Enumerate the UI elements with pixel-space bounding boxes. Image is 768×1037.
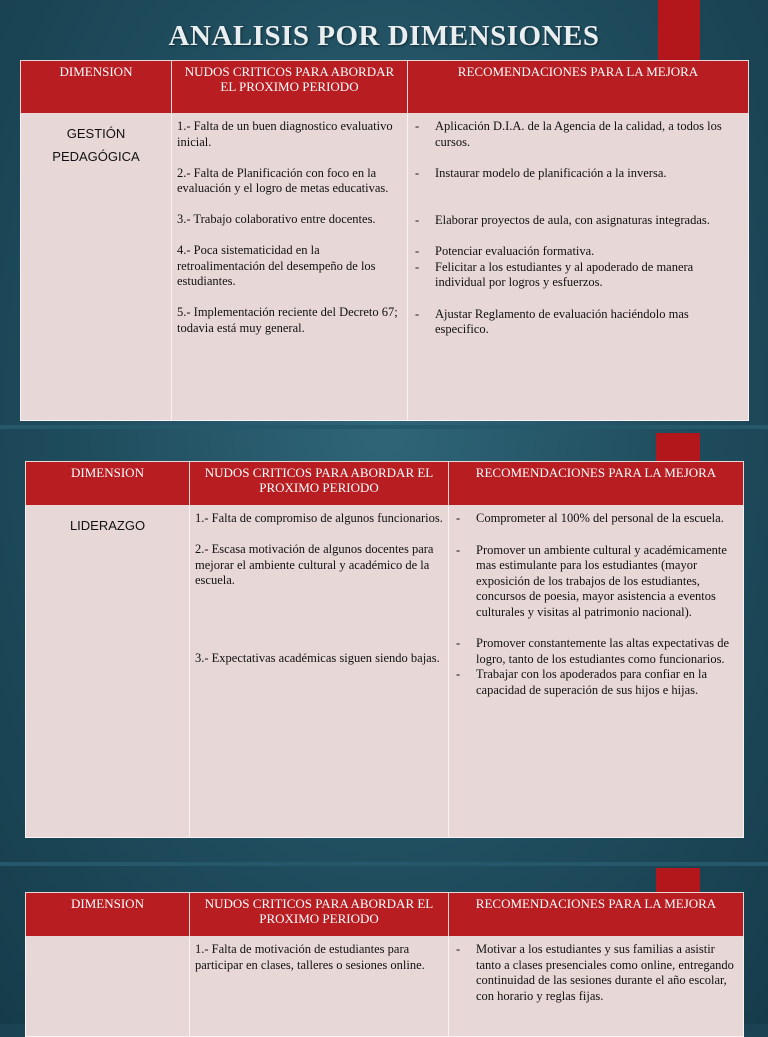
recommendation-list [454,942,738,1004]
recommendation-item: - Comprometer al 100% del personal de la escuela. [454,511,738,527]
nudo-item: 2.- Escasa motivación de algunos docentes para mejorar el ambiente cultural y académico de la escuela. [195,542,434,587]
dimension-cell [26,506,190,838]
nudo-item: 1.- Falta de un buen diagnostico evaluativo inicial. [177,119,393,149]
nudos-cell [190,506,449,838]
nudos-cell [190,937,449,1037]
dimension-label-line: LIDERAZGO [69,518,146,533]
dimension-table [25,892,744,1037]
nudo-item: 3.- Trabajo colaborativo entre docentes. [177,212,376,226]
recommendation-list [454,511,738,698]
dimension-cell [21,114,172,421]
recommendation-item: - Instaurar modelo de planificación a la inversa. [413,166,743,182]
recommendation-item: - Motivar a los estudiantes y sus familias a asistir tanto a clases presenciales como online, entregando continuidad de las sesiones durante el año escolar, con horario y reglas fijas. [454,942,738,1004]
recommendation-item: - Potenciar evaluación formativa. [413,244,743,260]
header-dimension: DIMENSION [21,61,172,114]
dimension-label-line: PEDAGÓGICA [52,148,140,164]
recommendation-item: - Elaborar proyectos de aula, con asignaturas integradas. [413,213,743,229]
nudos-cell [172,114,408,421]
header-nudos: NUDOS CRITICOS PARA ABORDAR EL PROXIMO PERIODO [190,893,449,937]
recommendation-item: - Promover constantemente las altas expectativas de logro, tanto de los estudiantes como funcionarios. [454,636,738,667]
header-recomendaciones: RECOMENDACIONES PARA LA MEJORA [449,893,744,937]
page-title: ANALISIS POR DIMENSIONES [168,20,600,52]
nudo-item: 3.- Expectativas académicas siguen siendo bajas. [195,650,440,665]
recomendaciones-cell [449,506,744,838]
header-recomendaciones: RECOMENDACIONES PARA LA MEJORA [449,462,744,506]
recommendation-item: - Promover un ambiente cultural y académicamente mas estimulante para los estudiantes (mayor exposición de los trabajos de los estudiantes, concursos de poesia, mayor asistencia a eventos culturales y visitas al patrimonio nacional). [454,543,738,621]
dimension-table [25,461,744,838]
recomendaciones-cell [449,937,744,1037]
red-accent-bar [656,433,700,464]
dimension-table [20,60,749,421]
dimension-cell [26,937,190,1037]
red-accent-bar [656,868,700,892]
recommendation-item: - Felicitar a los estudiantes y al apoderado de manera individual por logros y esfuerzos. [413,260,743,291]
slide-gestion-pedagogica [0,0,768,425]
header-recomendaciones: RECOMENDACIONES PARA LA MEJORA [408,61,749,114]
slide-liderazgo [0,425,768,849]
header-dimension: DIMENSION [26,893,190,937]
recommendation-item: - Trabajar con los apoderados para confiar en la capacidad de superación de sus hijos e hijas. [454,667,738,698]
slide-third-dimension [0,862,768,1028]
nudo-item: 1.- Falta de compromiso de algunos funcionarios. [195,511,443,525]
header-nudos: NUDOS CRITICOS PARA ABORDAR EL PROXIMO PERIODO [190,462,449,506]
nudo-item: 4.- Poca sistematicidad en la retroalimentación del desempeño de los estudiantes. [177,243,376,288]
nudo-item: 1.- Falta de motivación de estudiantes para participar en clases, talleres o sesiones online. [195,942,425,972]
recomendaciones-cell [408,114,749,421]
recommendation-item: - Aplicación D.I.A. de la Agencia de la calidad, a todos los cursos. [413,119,743,150]
recommendation-item: - Ajustar Reglamento de evaluación haciéndolo mas especifico. [413,307,743,338]
nudo-item: 5.- Implementación reciente del Decreto 67; todavia está muy general. [177,305,398,335]
recommendation-list [413,119,743,338]
header-nudos: NUDOS CRITICOS PARA ABORDAR EL PROXIMO PERIODO [172,61,408,114]
dimension-label-line: GESTIÓN [66,126,126,141]
nudo-item: 2.- Falta de Planificación con foco en la evaluación y el logro de metas educativas. [177,165,389,195]
header-dimension: DIMENSION [26,462,190,506]
